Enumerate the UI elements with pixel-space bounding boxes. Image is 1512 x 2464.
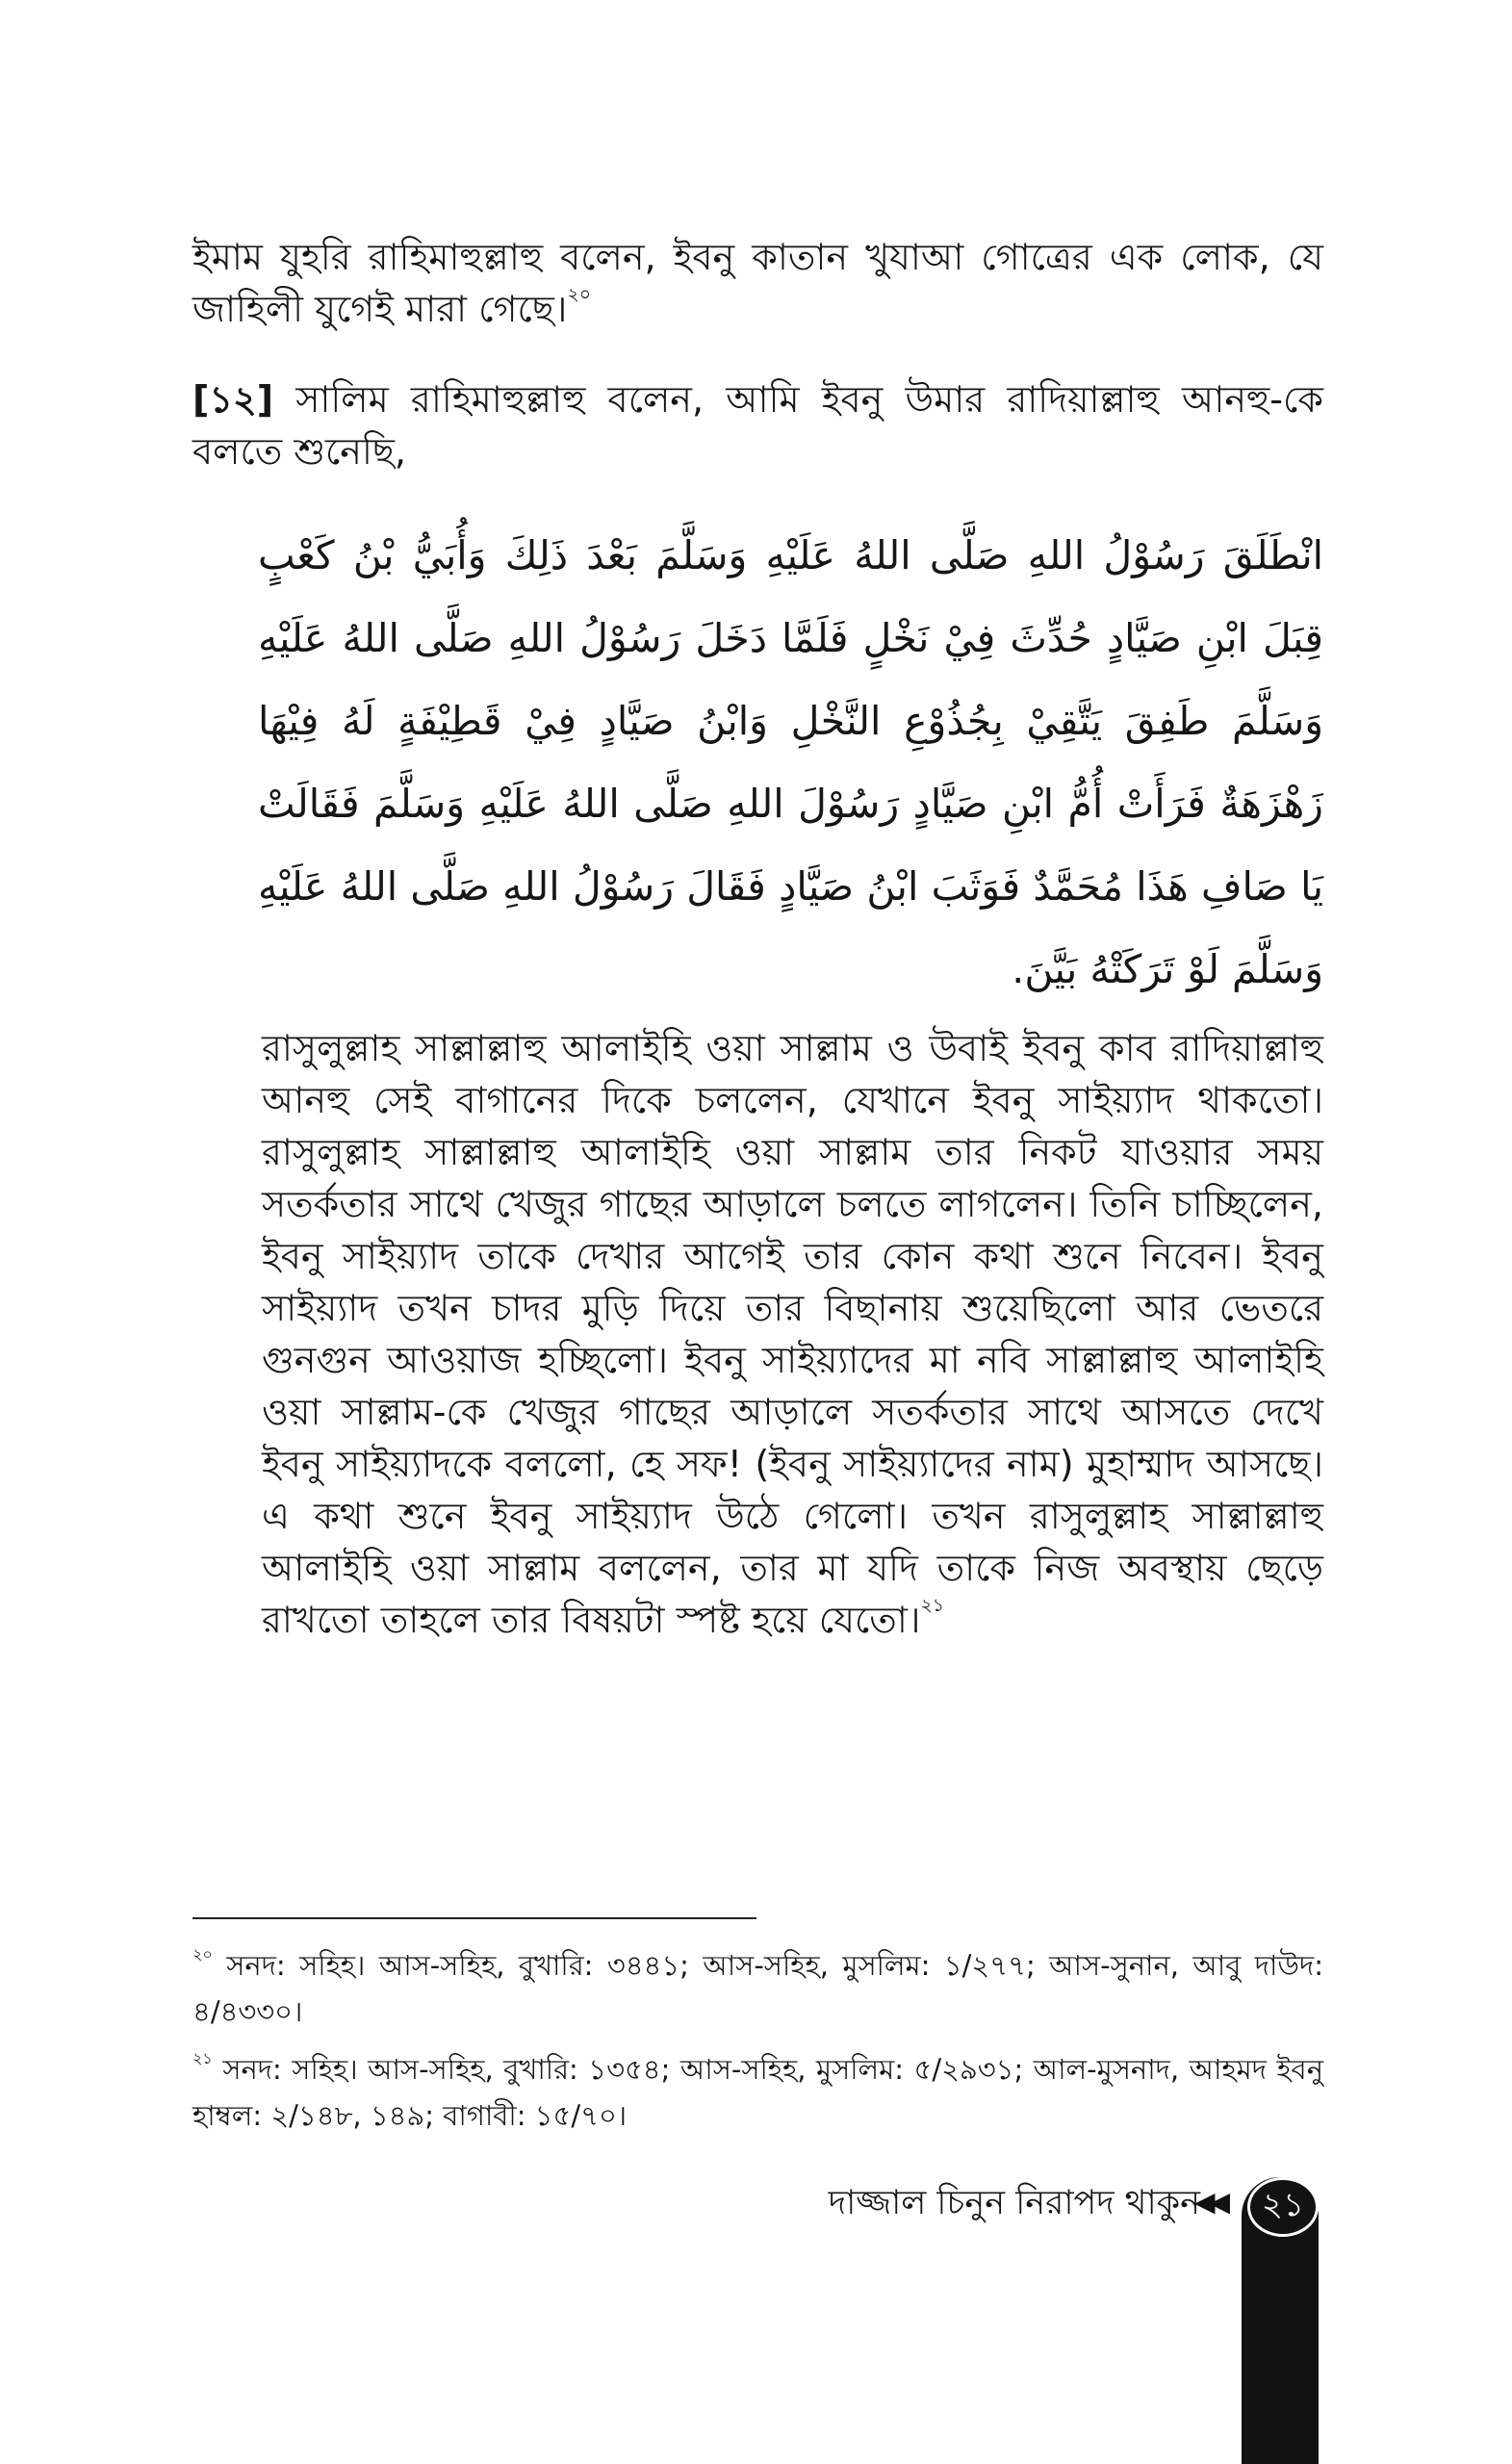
footnote-text: সনদ: সহিহ। আস-সহিহ, বুখারি: ৩৪৪১; আস-সহিহ, মুসলিম: ১/২৭৭; আস-সুনান, আবু দাউদ: ৪/৪৩৩০। (192, 1949, 1324, 2028)
footnote-ref-20[interactable]: ২০ (567, 284, 592, 305)
paragraph-text: ইমাম যুহরি রাহিমাহুল্লাহু বলেন, ইবনু কাতান খুযাআ গোত্রের এক লোক, যে জাহিলী যুগেই মারা গেছে। (192, 236, 1323, 330)
paragraph-text: সালিম রাহিমাহুল্লাহু বলেন, আমি ইবনু উমার রাদিয়াল্লাহু আনহু-কে বলতে শুনেছি, (192, 378, 1323, 473)
running-footer-book-title: দাজ্জাল চিনুন নিরাপদ থাকুন (828, 2184, 1200, 2222)
double-arrow-left-icon: ◀◀ (1194, 2186, 1225, 2218)
page-number-badge: ২১ (1247, 2177, 1319, 2237)
footnote-marker: ২১ (192, 2049, 213, 2067)
footnote-text: সনদ: সহিহ। আস-সহিহ, বুখারি: ১৩৫৪; আস-সহিহ, মুসলিম: ৫/২৯৩১; আল-মুসনাদ, আহমদ ইবনু হাম্বল: ২/১৪৮, ১৪৯; বাগাবী: ১৫/৭০। (192, 2053, 1324, 2132)
paragraph-bengali-translation (262, 1022, 1323, 1646)
footnote-20 (192, 1942, 1323, 2035)
paragraph-text: রাসুলুল্লাহ সাল্লাল্লাহু আলাইহি ওয়া সাল্লাম ও উবাই ইবনু কাব রাদিয়াল্লাহু আনহু সেই বাগানের দিকে চললেন, যেখানে ইবনু সাইয়্যাদ থাকতো। রাসুলুল্লাহ সাল্লাল্লাহু আলাইহি ওয়া সাল্লাম তার নিকট যাওয়ার সময় সতর্কতার সাথে খেজুর গাছের আড়ালে চলতে লাগলেন। তিনি চাচ্ছিলেন, ইবনু সাইয়্যাদ তাকে দেখার আগেই তার কোন কথা শুনে নিবেন। ইবনু সাইয়্যাদ তখন চাদর মুড়ি দিয়ে তার বিছানায় শুয়েছিলো আর ভেতরে গুনগুন আওয়াজ হচ্ছিলো। ইবনু সাইয়্যাদের মা নবি সাল্লাল্লাহু আলাইহি ওয়া সাল্লাম-কে খেজুর গাছের আড়ালে সতর্কতার সাথে আসতে দেখে ইবনু সাইয়্যাদকে বললো, হে সফ! (ইবনু সাইয়্যাদের নাম) মুহাম্মাদ আসছে। এ কথা শুনে ইবনু সাইয়্যাদ উঠে গেলো। তখন রাসুলুল্লাহ সাল্লাল্লাহু আলাইহি ওয়া সাল্লাম বললেন, তার মা যদি তাকে নিজ অবস্থায় ছেড়ে রাখতো তাহলে তার বিষয়টা স্পষ্ট হয়ে যেতো। (262, 1027, 1323, 1641)
arabic-hadith-text: انْطَلَقَ رَسُوْلُ اللهِ صَلَّى اللهُ عَلَيْهِ وَسَلَّمَ بَعْدَ ذَلِكَ وَأُبَيُّ بْنُ كَعْبٍ قِبَلَ ابْنِ صَيَّادٍ حُدِّثَ فِيْ نَخْلٍ فَلَمَّا دَخَلَ رَسُوْلُ اللهِ صَلَّى اللهُ عَلَيْهِ وَسَلَّمَ طَفِقَ يَتَّقِيْ بِجُذُوْعِ النَّخْلِ وَابْنُ صَيَّادٍ فِيْ قَطِيْفَةٍ لَهُ فِيْهَا زَهْزَهَةٌ فَرَأَتْ أُمُّ ابْنِ صَيَّادٍ رَسُوْلَ اللهِ صَلَّى اللهُ عَلَيْهِ وَسَلَّمَ فَقَالَتْ يَا صَافِ هَذَا مُحَمَّدٌ فَوَثَبَ ابْنُ صَيَّادٍ فَقَالَ رَسُوْلُ اللهِ صَلَّى اللهُ عَلَيْهِ وَسَلَّمَ لَوْ تَرَكَتْهُ بَيَّنَ. (258, 532, 1323, 992)
footnote-21 (192, 2046, 1323, 2139)
paragraph-hadith-12-intro (192, 373, 1323, 477)
hadith-number-label: [১২] (192, 378, 274, 421)
footnote-ref-21[interactable]: ২১ (920, 1595, 945, 1616)
footnote-marker: ২০ (192, 1945, 213, 1964)
footnote-divider (192, 1917, 756, 1919)
paragraph-zuhri-quote (192, 231, 1323, 335)
